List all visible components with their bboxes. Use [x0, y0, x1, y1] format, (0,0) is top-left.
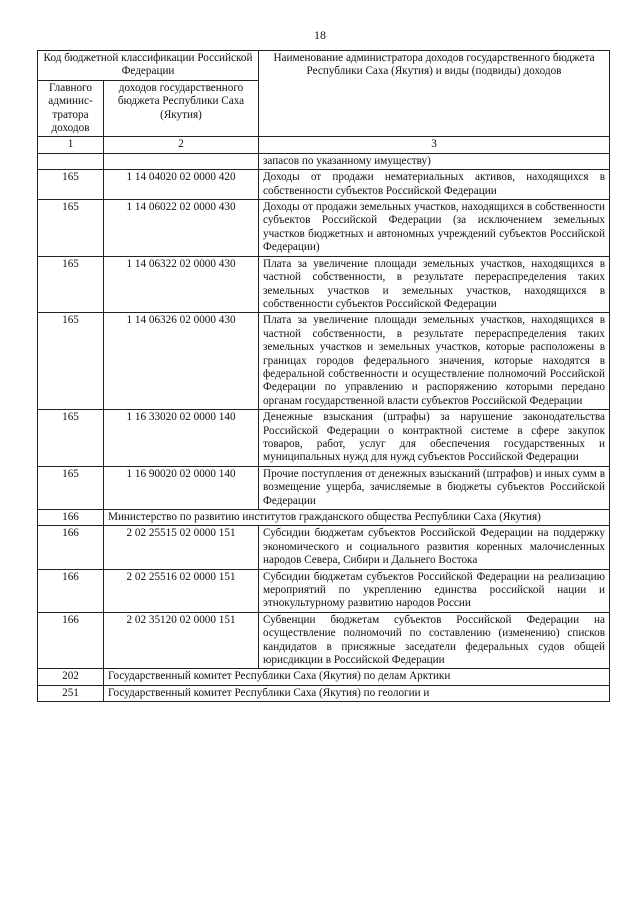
revenue-description: Субсидии бюджетам субъектов Российской Федерации на реализацию мероприятий по укреплению единства российской нации и этнокультурному развитию народов России — [259, 569, 610, 612]
header-administrator-name: Наименование администратора доходов государственного бюджета Республики Саха (Якутия) и виды (подвиды) доходов — [259, 51, 610, 137]
admin-code: 165 — [38, 256, 104, 313]
section-admin-code: 166 — [38, 510, 104, 526]
continuation-row — [38, 153, 610, 169]
page-number: 18 — [314, 28, 326, 42]
revenue-description: Субвенции бюджетам субъектов Российской Федерации на осуществление полномочий по составлению (изменению) списков кандидатов в присяжные заседатели федеральных судов общей юрисдикции в Российской Федерации — [259, 612, 610, 669]
section-title: Государственный комитет Республики Саха (Якутия) по делам Арктики — [104, 669, 610, 685]
section-header-row — [38, 685, 610, 701]
table-row — [38, 256, 610, 313]
admin-code: 166 — [38, 526, 104, 569]
table-row — [38, 170, 610, 200]
table-row — [38, 410, 610, 467]
admin-code: 165 — [38, 313, 104, 410]
admin-code: 165 — [38, 466, 104, 509]
revenue-description: Прочие поступления от денежных взысканий (штрафов) и иных сумм в возмещение ущерба, зачисляемые в бюджеты субъектов Российской Федерации — [259, 466, 610, 509]
continuation-text: запасов по указанному имуществу) — [259, 153, 610, 169]
header-column-numbers — [38, 137, 610, 153]
column-number-3: 3 — [259, 137, 610, 153]
revenue-code: 2 02 35120 02 0000 151 — [104, 612, 259, 669]
revenue-code: 2 02 25516 02 0000 151 — [104, 569, 259, 612]
table-row — [38, 200, 610, 257]
revenue-description: Субсидии бюджетам субъектов Российской Федерации на поддержку экономического и социального развития коренных малочисленных народов Севера, Сибири и Дальнего Востока — [259, 526, 610, 569]
revenue-code: 1 14 06326 02 0000 430 — [104, 313, 259, 410]
admin-code: 166 — [38, 612, 104, 669]
revenue-description: Плата за увеличение площади земельных участков, находящихся в частной собственности, в результате перераспределения таких земельных участков и земельных участков, которые расположены в границах городов федерального значения, которые находятся в федеральной собственности и осуществление полномочий Российской Федерации по управлению и распоряжению которыми передано органам государственной власти субъектов Российской Федерации — [259, 313, 610, 410]
header-classification-code: Код бюджетной классификации Российской Федерации — [38, 51, 259, 81]
revenue-code: 1 14 06022 02 0000 430 — [104, 200, 259, 257]
section-header-row — [38, 669, 610, 685]
table-row — [38, 612, 610, 669]
header-main-administrator: Главного админис-тратора доходов — [38, 80, 104, 137]
revenue-description: Доходы от продажи нематериальных активов, находящихся в собственности субъектов Российской Федерации — [259, 170, 610, 200]
table-row — [38, 313, 610, 410]
revenue-code: 1 16 33020 02 0000 140 — [104, 410, 259, 467]
column-number-1: 1 — [38, 137, 104, 153]
section-title: Государственный комитет Республики Саха (Якутия) по геологии и — [104, 685, 610, 701]
revenue-description: Денежные взыскания (штрафы) за нарушение законодательства Российской Федерации о контрактной системе в сфере закупок товаров, работ, услуг для обеспечения государственных и муниципальных нужд для нужд субъектов Российской Федерации — [259, 410, 610, 467]
budget-classification-table — [37, 50, 610, 702]
table-row — [38, 569, 610, 612]
section-admin-code: 202 — [38, 669, 104, 685]
column-number-2: 2 — [104, 137, 259, 153]
section-title: Министерство по развитию институтов гражданского общества Республики Саха (Якутия) — [104, 510, 610, 526]
revenue-description: Доходы от продажи земельных участков, находящихся в собственности субъектов Российской Федерации (за исключением земельных участков бюджетных и автономных учреждений субъектов Российской Федерации) — [259, 200, 610, 257]
header-revenue-code: доходов государственного бюджета Республики Саха (Якутия) — [104, 80, 259, 137]
table-row — [38, 526, 610, 569]
section-admin-code: 251 — [38, 685, 104, 701]
table-row — [38, 466, 610, 509]
revenue-description: Плата за увеличение площади земельных участков, находящихся в частной собственности, в результате перераспределения таких земельных участков и земельных участков, находящихся в собственности субъектов Российской Федерации — [259, 256, 610, 313]
revenue-code: 1 14 04020 02 0000 420 — [104, 170, 259, 200]
revenue-code: 1 16 90020 02 0000 140 — [104, 466, 259, 509]
admin-code: 165 — [38, 410, 104, 467]
revenue-code: 1 14 06322 02 0000 430 — [104, 256, 259, 313]
revenue-code: 2 02 25515 02 0000 151 — [104, 526, 259, 569]
admin-code: 165 — [38, 170, 104, 200]
admin-code: 165 — [38, 200, 104, 257]
admin-code: 166 — [38, 569, 104, 612]
section-header-row — [38, 510, 610, 526]
header-row-group — [38, 51, 610, 81]
